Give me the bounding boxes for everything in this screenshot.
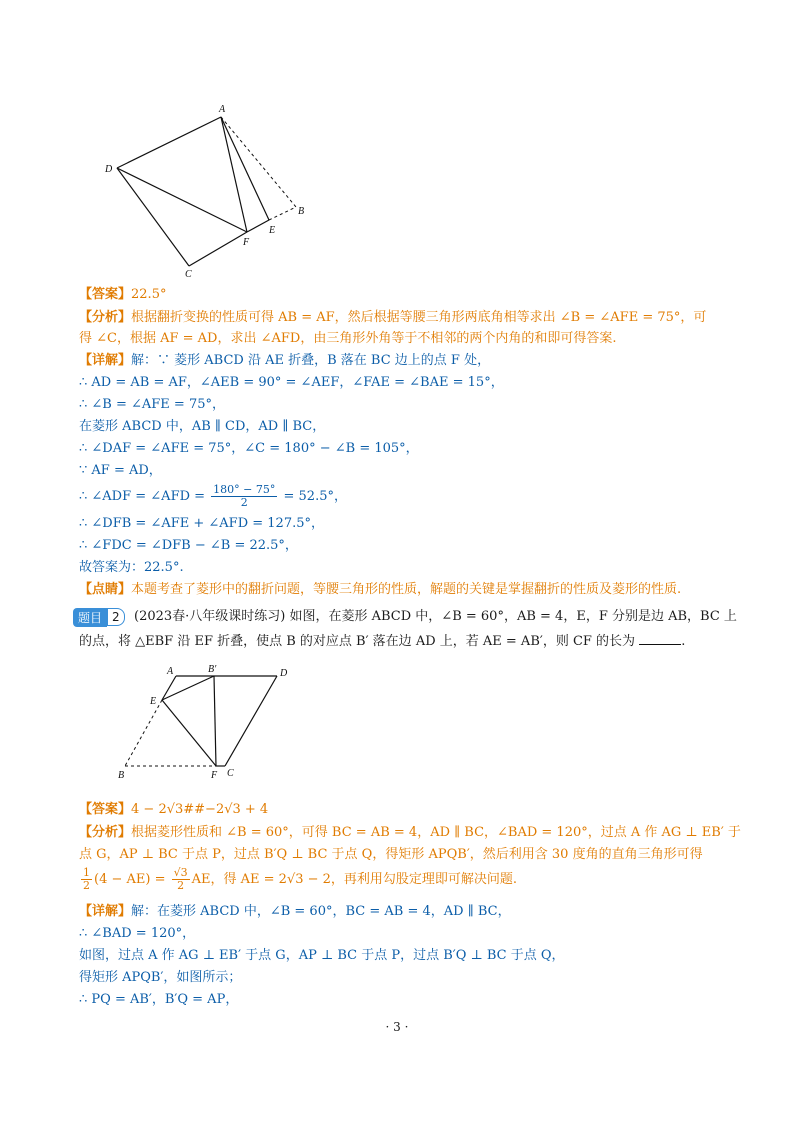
label-B: B xyxy=(298,206,305,217)
frac-lead: ∴ ∠ADF = ∠AFD = xyxy=(79,489,210,504)
fraction xyxy=(211,484,277,509)
analysis-tail: AE，得 AE = 2√3 − 2，再利用勾股定理即可解决问题. xyxy=(191,872,518,887)
q1-detail-line2: ∴ ∠B = ∠AFE = 75°， xyxy=(79,397,225,412)
detail-text: 解：在菱形 ABCD 中，∠B = 60°，BC = AB = 4，AD ∥ BC， xyxy=(131,904,511,919)
stem-end: . xyxy=(681,634,686,649)
label-B-prime: B′ xyxy=(208,664,217,675)
q1-comment xyxy=(79,581,681,599)
segment-DC xyxy=(117,168,189,266)
label-F: F xyxy=(243,237,250,248)
fraction-denominator: 2 xyxy=(83,879,90,892)
segment-AB-dashed xyxy=(221,117,296,207)
q1-answer xyxy=(79,286,166,304)
question-number: 2 xyxy=(107,608,125,626)
label-A: A xyxy=(219,104,226,115)
analysis-text: 根据菱形性质和 ∠B = 60°，可得 BC = AB = 4，AD ∥ BC，∠BAD = 120°，过点 A 作 AG ⊥ EB′ 于 xyxy=(131,825,741,840)
q1-detail-line4: ∴ ∠DAF = ∠AFE = 75°，∠C = 180° − ∠B = 105°， xyxy=(79,441,419,456)
fraction-numerator: √3 xyxy=(173,866,188,879)
answer-blank xyxy=(639,632,681,645)
detail-tag: 【详解】 xyxy=(79,904,132,919)
label-B: B xyxy=(118,770,125,781)
q2-detail-line0 xyxy=(79,903,511,921)
answer-value: 22.5° xyxy=(131,287,167,302)
q1-detail-line7: ∴ ∠FDC = ∠DFB − ∠B = 22.5°， xyxy=(79,538,298,553)
analysis-tag: 【分析】 xyxy=(79,825,132,840)
q2-stem-line1: (2023春·八年级课时练习) 如图，在菱形 ABCD 中，∠B = 60°，AB = 4，E，F 分别是边 AB，BC 上 xyxy=(134,609,737,624)
analysis-tag: 【分析】 xyxy=(79,310,132,325)
q1-analysis-line2: 得 ∠C，根据 AF = AD，求出 ∠AFD，由三角形外角等于不相邻的两个内角的和即可得答案. xyxy=(79,331,617,346)
fraction-numerator: 1 xyxy=(83,866,90,879)
q2-analysis-line2: 点 G，AP ⊥ BC 于点 P，过点 B′Q ⊥ BC 于点 Q，得矩形 APQB′，然后利用含 30 度角的直角三角形可得 xyxy=(79,847,703,862)
comment-tag: 【点睛】 xyxy=(79,582,132,597)
label-F: F xyxy=(211,770,218,781)
label-C: C xyxy=(227,768,234,779)
q1-detail-line5: ∵ AF = AD， xyxy=(79,463,162,478)
segment-EB-dashed xyxy=(125,700,162,766)
q1-detail-line1: ∴ AD = AB = AF，∠AEB = 90° = ∠AEF，∠FAE = ∠BAE = 15°， xyxy=(79,375,504,390)
q1-detail-line3: 在菱形 ABCD 中，AB ∥ CD，AD ∥ BC， xyxy=(79,419,326,434)
segment-DC xyxy=(225,676,277,766)
q2-detail-line4: ∴ PQ = AB′，B′Q = AP， xyxy=(79,992,239,1007)
fraction-numerator: 180° − 75° xyxy=(213,483,276,496)
answer-tag: 【答案】 xyxy=(79,287,132,302)
analysis-text: 根据翻折变换的性质可得 AB = AF，然后根据等腰三角形两底角相等求出 ∠B = ∠AFE = 75°，可 xyxy=(131,310,707,325)
segment-CF xyxy=(189,232,247,266)
answer-tag: 【答案】 xyxy=(79,802,132,817)
segment-DF xyxy=(117,168,247,232)
segment-FE xyxy=(247,220,269,232)
fraction-root3-half xyxy=(172,867,190,892)
segment-AF xyxy=(221,117,247,232)
q2-detail-line2: 如图，过点 A 作 AG ⊥ EB′ 于点 G，AP ⊥ BC 于点 P，过点 B′Q ⊥ BC 于点 Q， xyxy=(79,948,565,963)
detail-tag: 【详解】 xyxy=(79,353,132,368)
page-number: · 3 · xyxy=(385,1020,409,1034)
segment-DA xyxy=(117,117,221,168)
q2-stem-line2 xyxy=(79,632,685,651)
analysis-mid: (4 − AE) = xyxy=(94,872,170,887)
segment-EB-dashed xyxy=(269,207,296,220)
segment-AE xyxy=(221,117,269,220)
label-C: C xyxy=(185,269,192,280)
q2-analysis-line3 xyxy=(79,866,517,894)
comment-text: 本题考查了菱形中的翻折问题，等腰三角形的性质，解题的关键是掌握翻折的性质及菱形的性质. xyxy=(131,582,682,597)
segment-EF xyxy=(162,700,216,766)
fraction-denominator: 2 xyxy=(177,879,185,892)
q1-detail-line6: ∴ ∠DFB = ∠AFE + ∠AFD = 127.5°， xyxy=(79,516,324,531)
label-A: A xyxy=(167,666,174,677)
label-E: E xyxy=(269,225,276,236)
segment-EBp xyxy=(162,676,214,700)
q1-detail-fraction-line xyxy=(79,484,347,510)
q2-analysis-line1 xyxy=(79,824,741,842)
stem-text: 的点，将 △EBF 沿 EF 折叠，使点 B 的对应点 B′ 落在边 AD 上，若 AE = AB′，则 CF 的长为 xyxy=(79,634,636,649)
label-E: E xyxy=(150,696,157,707)
figure-2-rhombus-fold xyxy=(110,662,310,784)
q2-detail-line1: ∴ ∠BAD = 120°， xyxy=(79,926,196,941)
q2-detail-line3: 得矩形 APQB′，如图所示； xyxy=(79,970,242,985)
detail-text: 解：∵ 菱形 ABCD 沿 AE 折叠，B 落在 BC 边上的点 F 处， xyxy=(131,353,491,368)
question-badge xyxy=(73,608,125,626)
fraction-denominator: 2 xyxy=(240,496,248,509)
segment-BpF xyxy=(214,676,216,766)
answer-value: 4 − 2√3##−2√3 + 4 xyxy=(131,802,269,817)
question-label: 题目 xyxy=(73,608,107,627)
label-D: D xyxy=(105,164,113,175)
q2-answer xyxy=(79,801,268,819)
label-D: D xyxy=(280,668,288,679)
fraction-half xyxy=(81,867,92,892)
figure-1-rhombus-fold xyxy=(95,100,325,280)
q1-analysis-line1 xyxy=(79,309,706,327)
q1-detail-line0 xyxy=(79,352,490,370)
q1-detail-line8: 故答案为：22.5°. xyxy=(79,560,184,575)
frac-tail: = 52.5°， xyxy=(279,489,347,504)
